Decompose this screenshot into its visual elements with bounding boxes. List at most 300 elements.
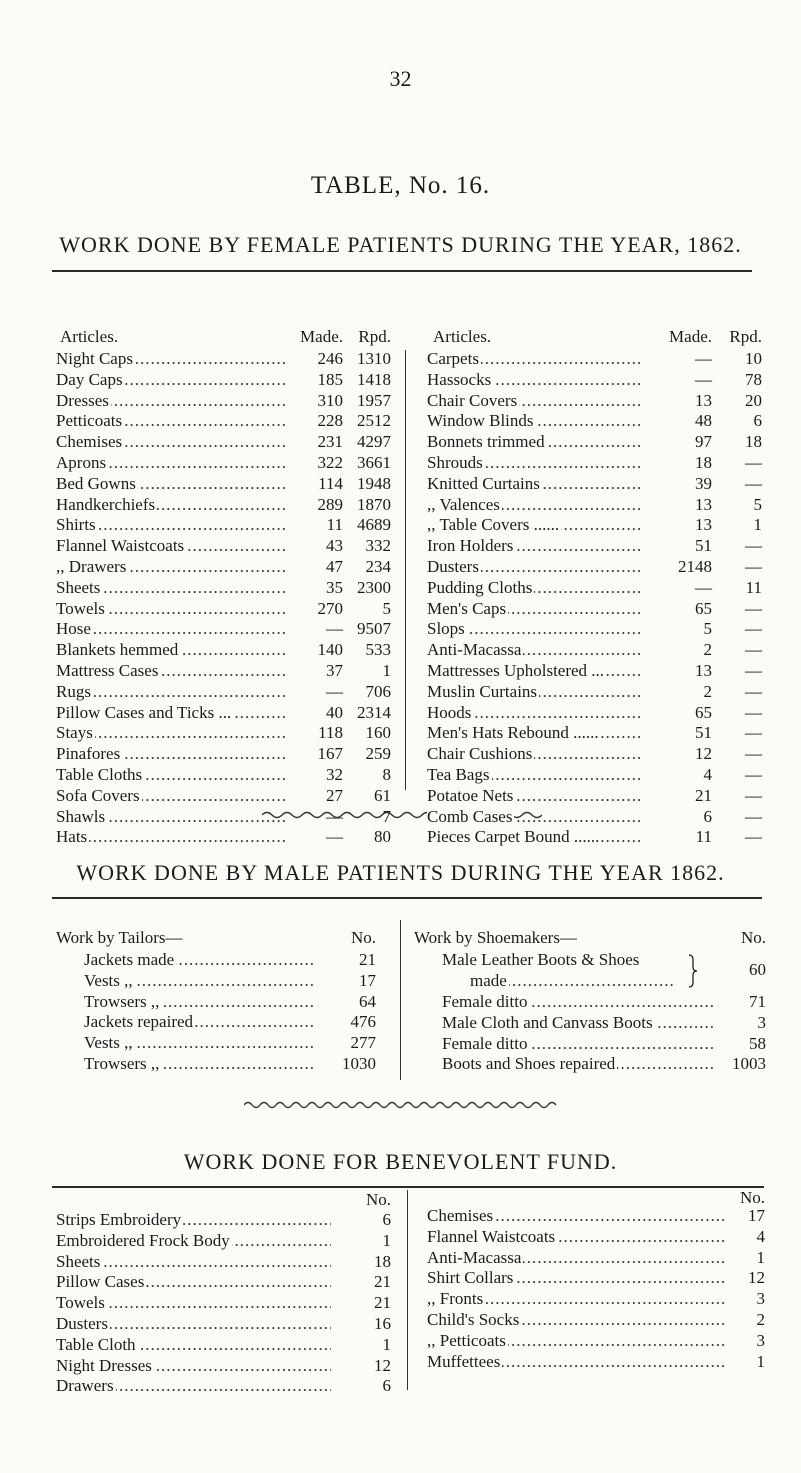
rpd-value: 2512 [357,411,391,431]
article-name: Hats [56,827,88,847]
benevolent-right-header [427,1188,765,1206]
no-value: 58 [749,1033,766,1053]
rpd-value: 1418 [357,369,391,389]
no-value: 18 [374,1251,391,1271]
article-name: Child's Socks [427,1309,520,1329]
table-row [414,1054,766,1075]
article-name: Handkerchiefs [56,494,156,514]
tailors-no-header: No. [350,928,376,947]
article-name: Slops [427,619,465,639]
table-row [427,1248,765,1269]
rpd-value: 1310 [357,349,391,368]
rpd-value: — [745,744,762,764]
article-name: Bed Gowns [56,473,136,493]
table-row [427,1206,765,1227]
no-value: 277 [350,1033,376,1053]
made-value: 27 [326,785,343,805]
made-value: 11 [326,515,343,535]
made-value: 12 [695,744,712,764]
article-name: Dusters [56,1313,108,1333]
rpd-value: — [745,536,762,556]
table-row [427,619,762,640]
made-value: 231 [317,432,343,452]
made-value: 310 [317,390,343,410]
made-value: 37 [326,660,343,680]
male-top-rule [52,897,762,899]
rpd-value: 11 [745,577,762,597]
made-value: 18 [695,452,712,472]
rpd-value: 61 [374,785,391,805]
made-value: 43 [326,536,343,556]
table-row [56,786,391,807]
rpd-value: — [745,619,762,639]
table-row [414,992,766,1013]
made-value: 40 [326,702,343,722]
section-divider-wave [244,1100,560,1110]
table-row [56,765,391,786]
table-row [427,411,762,432]
article-name: Stays [56,723,93,743]
tailors-title: Work by Tailors— [56,928,183,947]
no-header: No. [739,1188,765,1207]
female-left-header [56,327,391,349]
made-value: 48 [695,411,712,431]
rpd-value: 1870 [357,494,391,514]
article-name: Pillow Cases [56,1272,145,1292]
rpd-value: — [745,681,762,701]
female-section-title: WORK DONE BY FEMALE PATIENTS DURING THE YEAR, 1862. [59,232,742,257]
made-value: 11 [695,827,712,847]
table-row [427,640,762,661]
made-value: 270 [317,598,343,618]
rpd-value: — [745,764,762,784]
table-row [56,370,391,391]
table-row [56,515,391,536]
made-value: 51 [695,536,712,556]
article-name: Female ditto [442,1033,528,1053]
no-value: 3 [757,1012,766,1032]
benevolent-right-table [427,1188,765,1372]
article-name: Shawls [56,806,106,826]
rpd-value: 7 [382,806,391,826]
article-name: Tea Bags [427,764,490,784]
article-name: Iron Holders [427,536,514,556]
made-value: 140 [317,640,343,660]
rpd-header: Rpd. [358,327,391,346]
article-name: Towels [56,1293,105,1313]
rpd-value: 160 [365,723,391,743]
row-label: made [470,970,507,990]
table-row [56,349,391,370]
female-right-table [427,327,762,848]
table-row [56,1210,391,1231]
table-row [427,807,762,828]
article-name: Pieces Carpet Bound ...... [427,827,600,847]
table-row [427,495,762,516]
row-label: Male Leather Boots & Shoes [442,950,640,969]
article-name: Men's Caps [427,598,507,618]
table-row [427,1352,765,1373]
rpd-value: — [745,827,762,847]
table-row [56,557,391,578]
female-right-header [427,327,762,349]
article-name: Vests ,, [84,970,133,990]
rpd-value: 80 [374,827,391,847]
made-header: Made. [300,327,343,346]
shoemakers-header [414,928,766,950]
table-row [427,703,762,724]
rpd-value: — [745,598,762,618]
no-header: No. [365,1190,391,1209]
row-value: 60 [749,960,766,979]
table-row [56,1293,391,1314]
table-row [56,453,391,474]
table-row [427,515,762,536]
made-value: 246 [317,349,343,368]
article-name: Chair Covers [427,390,518,410]
table-row [56,1335,391,1356]
table-row [427,432,762,453]
table-row [427,827,762,848]
article-name: Shirts [56,515,96,535]
table-row [427,370,762,391]
table-row [56,391,391,412]
article-name: Hoods [427,702,472,722]
made-header: Made. [669,327,712,346]
table-row [427,536,762,557]
table-row [56,971,376,992]
article-name: ,, Valences [427,494,500,514]
rpd-value: 4297 [357,432,391,452]
article-name: Pudding Cloths [427,577,533,597]
table-row [56,682,391,703]
article-name: Boots and Shoes repaired [442,1054,616,1074]
rpd-value: 5 [382,598,391,618]
article-name: Men's Hats Rebound ...... [427,723,599,743]
made-value: 185 [317,369,343,389]
article-name: Shirt Collars [427,1268,514,1288]
made-value: — [695,577,712,597]
article-name: Trowsers ,, [84,1053,160,1073]
made-value: 4 [703,764,712,784]
made-value: 2 [703,681,712,701]
rpd-value: — [745,785,762,805]
rpd-value: — [745,452,762,472]
article-name: Male Cloth and Canvass Boots [442,1012,653,1032]
table-row [56,827,391,848]
rpd-value: — [745,473,762,493]
table-row [56,536,391,557]
article-name: Jackets repaired [84,1012,194,1032]
rpd-value: 1948 [357,473,391,493]
brace-icon [688,954,698,988]
no-value: 12 [374,1355,391,1375]
table-row [427,765,762,786]
made-value: 13 [695,494,712,514]
article-name: Bonnets trimmed [427,432,545,452]
male-leather-boots-row [414,950,766,992]
article-name: Comb Cases [427,806,513,826]
table-row [56,661,391,682]
made-value: 35 [326,577,343,597]
made-value: 51 [695,723,712,743]
made-value: — [326,827,343,847]
rpd-value: — [745,556,762,576]
made-value: — [695,349,712,368]
table-row [56,950,376,971]
tailors-header [56,928,376,950]
table-row [56,1252,391,1273]
table-row [56,1012,376,1033]
table-row [427,1331,765,1352]
no-value: 21 [374,1272,391,1292]
made-value: 97 [695,432,712,452]
table-row [427,744,762,765]
no-value: 6 [382,1210,391,1229]
female-left-table [56,327,391,848]
table-row [427,578,762,599]
made-value: 5 [703,619,712,639]
made-value: 322 [317,452,343,472]
article-name: Rugs [56,681,91,701]
made-value: 114 [318,473,343,493]
article-name: Towels [56,598,105,618]
article-name: ,, Fronts [427,1289,484,1309]
made-value: 13 [695,515,712,535]
rpd-value: 78 [745,369,762,389]
table-row [56,992,376,1013]
table-row [427,1227,765,1248]
article-name: Vests ,, [84,1033,133,1053]
table-title: TABLE, No. 16. [310,172,491,199]
rpd-value: 20 [745,390,762,410]
shoemakers-no-header: No. [740,928,766,947]
article-name: Muffettees [427,1351,501,1371]
made-value: 118 [318,723,343,743]
article-name: Female ditto [442,992,528,1011]
article-name: Drawers [56,1376,114,1396]
table-row [427,557,762,578]
table-row [56,599,391,620]
made-value: 13 [695,660,712,680]
made-value: 65 [695,598,712,618]
made-value: — [695,369,712,389]
table-row [427,1268,765,1289]
table-row [56,703,391,724]
male-section-title: WORK DONE BY MALE PATIENTS DURING THE YEAR 1862. [76,860,725,885]
table-row [56,640,391,661]
no-value: 1 [382,1334,391,1354]
no-value: 4 [756,1226,765,1246]
table-row [56,578,391,599]
no-value: 21 [374,1293,391,1313]
rpd-value: — [745,723,762,743]
article-name: Knitted Curtains [427,473,540,493]
rpd-value: 234 [365,556,391,576]
table-row [427,1310,765,1331]
table-row [427,474,762,495]
made-value: 2148 [678,556,712,576]
article-name: Shrouds [427,452,483,472]
made-value: 2 [703,640,712,660]
rpd-value: 9507 [357,619,391,639]
article-name: Night Caps [56,349,133,368]
rpd-value: 5 [753,494,762,514]
rpd-value: 6 [753,411,762,431]
rpd-value: — [745,702,762,722]
made-value: 6 [703,806,712,826]
no-value: 17 [359,970,376,990]
articles-header: Articles. [60,327,119,346]
article-name: Embroidered Frock Body [56,1230,230,1250]
article-name: Flannel Waistcoats [56,536,185,556]
rpd-value: — [745,660,762,680]
female-top-rule [52,270,752,272]
made-value: 289 [317,494,343,514]
benevolent-left-table [56,1190,391,1397]
rpd-value: 1957 [357,390,391,410]
article-name: ,, Drawers [56,556,127,576]
table-row [427,682,762,703]
article-name: Hassocks [427,369,492,389]
made-value: 39 [695,473,712,493]
rpd-value: 706 [365,681,391,701]
table-row [56,1054,376,1075]
no-value: 16 [374,1313,391,1333]
article-name: Anti-Macassa [427,1247,522,1267]
article-name: Mattresses Upholstered ... [427,660,605,680]
article-name: Muslin Curtains [427,681,538,701]
article-name: Dresses [56,390,109,410]
article-name: Strips Embroidery [56,1210,182,1229]
table-row [427,723,762,744]
article-name: Chair Cushions [427,744,533,764]
table-row [56,723,391,744]
table-row [56,1356,391,1377]
article-name: Hose [56,619,91,639]
made-value: — [326,806,343,826]
rpd-value: 4689 [357,515,391,535]
article-name: Jackets made [84,950,175,969]
made-value: 47 [326,556,343,576]
no-value: 1 [756,1351,765,1371]
no-value: 1 [382,1230,391,1250]
table-row [56,1033,376,1054]
table-row [427,349,762,370]
rpd-value: 1 [753,515,762,535]
table-row [414,1034,766,1055]
table-row [56,619,391,640]
table-row [427,1289,765,1310]
articles-header: Articles. [433,327,492,346]
no-value: 1003 [732,1054,766,1074]
table-row [56,495,391,516]
shoemakers-title: Work by Shoemakers— [414,928,577,947]
shoemakers-table [414,928,766,1075]
article-name: Pinafores [56,744,121,764]
article-name: Blankets hemmed [56,640,179,660]
article-name: Chemises [427,1206,494,1225]
rpd-value: — [745,806,762,826]
no-value: 71 [749,992,766,1011]
rpd-value: 533 [365,640,391,660]
rpd-value: 332 [365,536,391,556]
no-value: 17 [748,1206,765,1225]
article-name: Carpets [427,349,479,368]
table-row [56,411,391,432]
rpd-value: 1 [382,660,391,680]
article-name: ,, Petticoats [427,1330,506,1350]
article-name: Sheets [56,1251,101,1271]
table-row [56,1314,391,1335]
made-value: 65 [695,702,712,722]
table-row [56,744,391,765]
rpd-header: Rpd. [729,327,762,346]
article-name: Sheets [56,577,101,597]
article-name: Night Dresses [56,1355,152,1375]
article-name: Chemises [56,432,123,452]
no-value: 6 [382,1376,391,1396]
article-name: Table Cloth [56,1334,136,1354]
made-value: 21 [695,785,712,805]
table-row [427,453,762,474]
made-value: 13 [695,390,712,410]
no-value: 21 [359,950,376,969]
article-name: Sofa Covers [56,785,140,805]
article-name: Window Blinds [427,411,534,431]
article-name: ,, Table Covers ...... [427,515,560,535]
no-value: 476 [350,1012,376,1032]
table-row [427,661,762,682]
article-name: Dusters [427,556,479,576]
no-value: 64 [359,991,376,1011]
rpd-value: 10 [745,349,762,368]
rpd-value: 2314 [357,702,391,722]
table-row [427,786,762,807]
benevolent-left-header [56,1190,391,1210]
table-row [56,1231,391,1252]
no-value: 3 [756,1289,765,1309]
article-name: Aprons [56,452,107,472]
table-row [414,1013,766,1034]
benevolent-section-title: WORK DONE FOR BENEVOLENT FUND. [183,1149,618,1174]
article-name: Mattress Cases [56,660,159,680]
table-row [56,474,391,495]
made-value: 167 [317,744,343,764]
article-name: Flannel Waistcoats [427,1226,556,1246]
rpd-value: 8 [382,764,391,784]
tailors-table [56,928,376,1075]
no-value: 1 [756,1247,765,1267]
no-value: 12 [748,1268,765,1288]
made-value: 32 [326,764,343,784]
page-number: 32 [389,66,412,91]
rpd-value: — [745,640,762,660]
article-name: Day Caps [56,369,123,389]
male-column-divider [400,920,401,1080]
made-value: — [326,681,343,701]
table-row [56,1272,391,1293]
table-row [427,599,762,620]
table-row [427,391,762,412]
rpd-value: 18 [745,432,762,452]
female-column-divider [405,350,406,790]
article-name: Anti-Macassa [427,640,522,660]
rpd-value: 2300 [357,577,391,597]
made-value: — [326,619,343,639]
no-value: 1030 [342,1053,376,1073]
article-name: Trowsers ,, [84,991,160,1011]
